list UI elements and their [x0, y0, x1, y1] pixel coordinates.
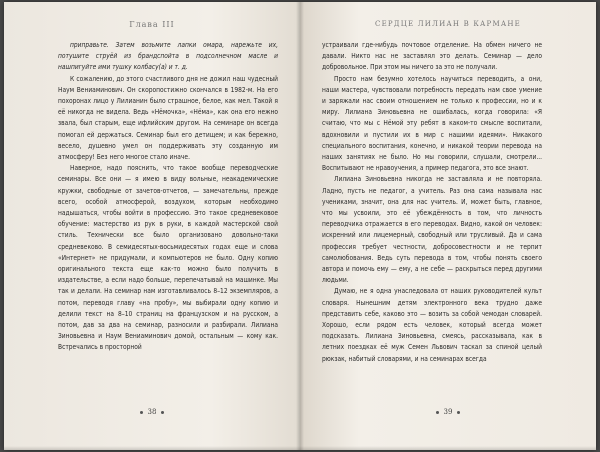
folio-dot-icon: [457, 411, 460, 414]
left-page-number: [4, 408, 300, 416]
page-edge-shadow: [4, 446, 596, 450]
right-page: [300, 2, 596, 450]
book-gutter: [296, 2, 304, 450]
folio-dot-icon: [436, 411, 439, 414]
folio-dot-icon: [140, 411, 143, 414]
right-page-text: [322, 40, 542, 400]
folio-dot-icon: [161, 411, 164, 414]
paragraph: Наверное, надо пояснить, что такое вообще переводческие семинары. Все они — я имею в виду вольные, неакадемические кружки, свободные от зачетов-отчетов, — замечательны, прежде всего, особой атмосферой, воздухом, которым необходимо надышаться, чтобы войти в профессию. Это такое средневековое обучение: мастерство из рук в руки, в каждой мастерской свой стиль. Технически все было организовано довольно-таки средневеково. В семидесятых-восьмидесятых годах еще и слова «Интернет» не придумали, и компьютеров не было. Одну копию оригинального текста еще как-то можно было получить в издательстве, а если надо больше, перепечатывай на машинке. Мы так и делали. На семинар нам изготавливалось 8–12 экземпляров, а потом, переводя главу «на пробу», мы выбирали одну копию и делили текст на 8–10 страниц на французском и на русском, а потом, дав за два на семинар, разносили и разбирали. Лилиана Зиновьевна и Наум Вениаминович домой, остальным — кому как. Встречались в просторной: [58, 164, 278, 352]
left-folio-text: 38: [147, 408, 157, 416]
right-folio-text: 39: [443, 408, 453, 416]
right-page-number: [300, 408, 596, 416]
recipe-quote: приправьте. Затем возьмите лапки омара, нарежьте их, потушите струёй из брандспойта в подсолнечном масле и нашпигуйте ими тушку колбасу(а) и т. д.: [58, 41, 278, 72]
paragraph: Просто нам безумно хотелось научиться переводить, а они, наши мастера, чувствовали потребность передать нам свое умение и заряжали нас своим отношением не только к профессии, но и к миру. Лилиана Зиновьевна не ошибалась, когда говорила: «Я считаю, что мы с Нёмой эту ребят в каком-то смысле воспитали, вдохновили и пустили их в мир с нашими идеями». Никакого специального воспитания, конечно, и никакой теории перевода на наших занятиях не было. Но мы говорили, слушали, смотрели... Воспитывают не нравоучения, а пример педагога, это все знают.: [322, 74, 542, 173]
paragraph: Думаю, не я одна унаследовала от наших руководителей культ словаря. Нынешним детям электронного века трудно даже представить себе, каково это — возить за собой чемодан словарей. Хорошо, если рядом есть человек, который всегда может подсказать. Лилиана Зиновьевна, смеясь, рассказывала, как в летних поездках её муж Семен Львович таскал за спиной целый рюкзак, набитый словарями, и на семинарах всегда: [322, 287, 542, 363]
paragraph: Лилиана Зиновьевна никогда не заставляла и не повторяла. Ладно, пусть не педагог, а учитель. Раз она сама называла нас учениками, значит, она для нас учитель. И, может быть, главное, что мы усвоили, это её убеждённость в том, что личность переводчика отражается в его переводах. Видно, какой он человек: искренний или лицемерный, свободный или трусливый. Да и сама профессия требует честности, добросовестности и не терпит самолюбования. Ведь суть перевода в том, чтобы понять своего автора и помочь ему — ему, а не себе — раскрыться перед другими людьми.: [322, 175, 542, 285]
book-spread: [4, 2, 596, 450]
paragraph: К сожалению, до этого счастливого дня не дожил наш чудесный Наум Вениаминович. Он скоропостижно скончался в 1982-м. На его похоронах лицо у Лилианин было страшное, белое, как мел. Такой я её никогда не видела. Ведь «Нёмочка», «Нёма», как она его нежно звала, был старым, еще ифлийским другом. На семинаре он всегда помогал ей держаться. Семинар был его детищем; и как бережно, весело, душевно умел он поддерживать эту созданную им атмосферу! Без него многое стало иначе.: [58, 74, 278, 162]
left-page-text: [58, 40, 278, 400]
paragraph: устраивали где-нибудь почтовое отделение. На обмен ничего не давали. Никто нас не заставлял это делать. Семинар — дело добровольное. При этом мы ничего за это не получали.: [322, 41, 542, 72]
right-running-head: СЕРДЦЕ ЛИЛИАН В КАРМАНЕ: [375, 20, 521, 28]
left-page: [4, 2, 300, 450]
left-running-head: Глава III: [129, 20, 175, 29]
